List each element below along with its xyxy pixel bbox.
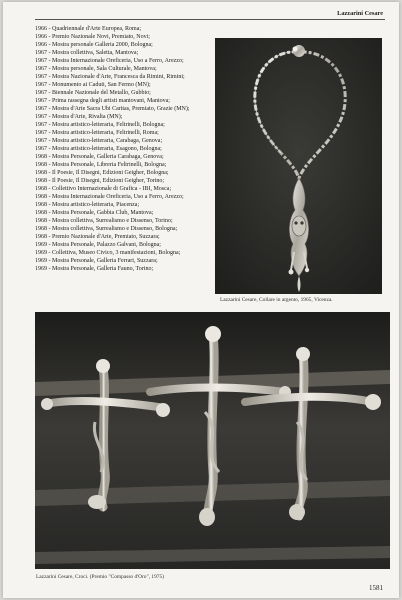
- chronology-entry: 1967 - Mostra d'Arte, Rivalta (MN);: [35, 114, 123, 121]
- page-number: 1581: [369, 584, 383, 592]
- necklace-artwork: [215, 38, 382, 294]
- chronology-entry: 1968 - Mostra Internazionale Oreficeria, Uso a Ferro, Arezzo;: [35, 194, 184, 201]
- chronology-entry: 1968 - Mostra collettiva, Surrealismo e Dissenso, Torino;: [35, 218, 173, 225]
- catalogue-page: [3, 2, 399, 598]
- chronology-entry: 1967 - Mostra Nazionale d'Arte, Francesca da Rimini, Rimini;: [35, 74, 185, 81]
- chronology-entry: 1968 - Il Poesie, Il Disegni, Edizioni Geigher, Bologna;: [35, 170, 169, 177]
- chronology-entry: 1967 - Mostra artistico-letteraria, Feltrinelli, Bologna;: [35, 122, 165, 129]
- chronology-entry: 1967 - Mostra Internazionale Oreficeria, Uso a Ferro, Arezzo;: [35, 58, 184, 65]
- crosses-photo: [35, 312, 390, 569]
- chronology-entry: 1967 - Mostra artistico-letteraria, Carabaga, Genova;: [35, 138, 163, 145]
- chronology-entry: 1966 - Mostra personale Galleria 2000, Bologna;: [35, 42, 153, 49]
- chronology-entry: 1969 - Collettiva, Museo Civico, 3 manifestazioni, Bologna;: [35, 250, 181, 257]
- chronology-entry: 1968 - Mostra Personale, Galleria Carabaga, Genova;: [35, 154, 164, 161]
- chronology-entry: 1969 - Mostra Personale, Galleria Fauno, Torino;: [35, 266, 154, 273]
- chronology-entry: 1968 - Mostra collettiva, Surrealismo e Dissenso, Bologna;: [35, 226, 178, 233]
- chronology-entry: 1967 - Mostra artistico-letteraria, Feltrinelli, Roma;: [35, 130, 159, 137]
- header-rule: [35, 19, 385, 20]
- chronology-entry: 1967 - Mostra personale, Sala Culturale, Mantova;: [35, 66, 157, 73]
- chronology-entry: 1969 - Mostra Personale, Galleria Ferrari, Suzzara;: [35, 258, 158, 265]
- chronology-entry: 1967 - Monumento ai Caduti, San Fermo (MN);: [35, 82, 151, 89]
- necklace-caption: Lazzarini Cesare, Collare in argento, 1965, Vicenza.: [220, 297, 333, 303]
- chronology-entry: 1968 - Collettivo Internazionale di Grafica - IBI, Mosca;: [35, 186, 172, 193]
- chronology-entry: 1969 - Mostra Personale, Palazzo Galvani, Bologna;: [35, 242, 161, 249]
- chronology-entry: 1966 - Quadriennale d'Arte Europea, Roma;: [35, 26, 142, 32]
- chronology-entry: 1968 - Mostra artistico-letteraria, Piacenza;: [35, 202, 140, 209]
- crosses-caption: Lazzarini Cesare, Croci. (Premio "Compasso d'Oro", 1975): [36, 574, 164, 580]
- chronology-entry: 1967 - Prima rassegna degli artisti mantovani, Mantova;: [35, 98, 170, 105]
- chronology-entry: 1968 - Mostra Personale, Libreria Feltrinelli, Bologna;: [35, 162, 167, 169]
- chronology-entry: 1967 - Biennale Nazionale del Metallo, Gubbio;: [35, 90, 151, 97]
- exhibition-chronology: [35, 25, 245, 273]
- crosses-artwork: [35, 312, 390, 569]
- chronology-entry: 1967 - Mostra collettiva, Saletta, Mantova;: [35, 50, 139, 57]
- chronology-entry: 1967 - Mostra d'Arte Sacra Ubi Caritas, Premiato, Grazie (MN);: [35, 106, 190, 113]
- chronology-entry: 1968 - Il Poesie, Il Disegni, Edizioni Geigher, Torino;: [35, 178, 165, 185]
- chronology-entry: 1968 - Premio Nazionale d'Arte, Premiato, Suzzara;: [35, 234, 160, 241]
- chronology-entry: 1968 - Mostra Personale, Gabbia Club, Mantova;: [35, 210, 154, 217]
- chronology-entry: 1966 - Premio Nazionale Novi, Premiato, Novi;: [35, 34, 150, 41]
- running-header-author: Lazzarini Cesare: [337, 10, 383, 17]
- chronology-entry: 1967 - Mostra artistico-letteraria, Esagono, Bologna;: [35, 146, 162, 153]
- necklace-photo: [215, 38, 382, 294]
